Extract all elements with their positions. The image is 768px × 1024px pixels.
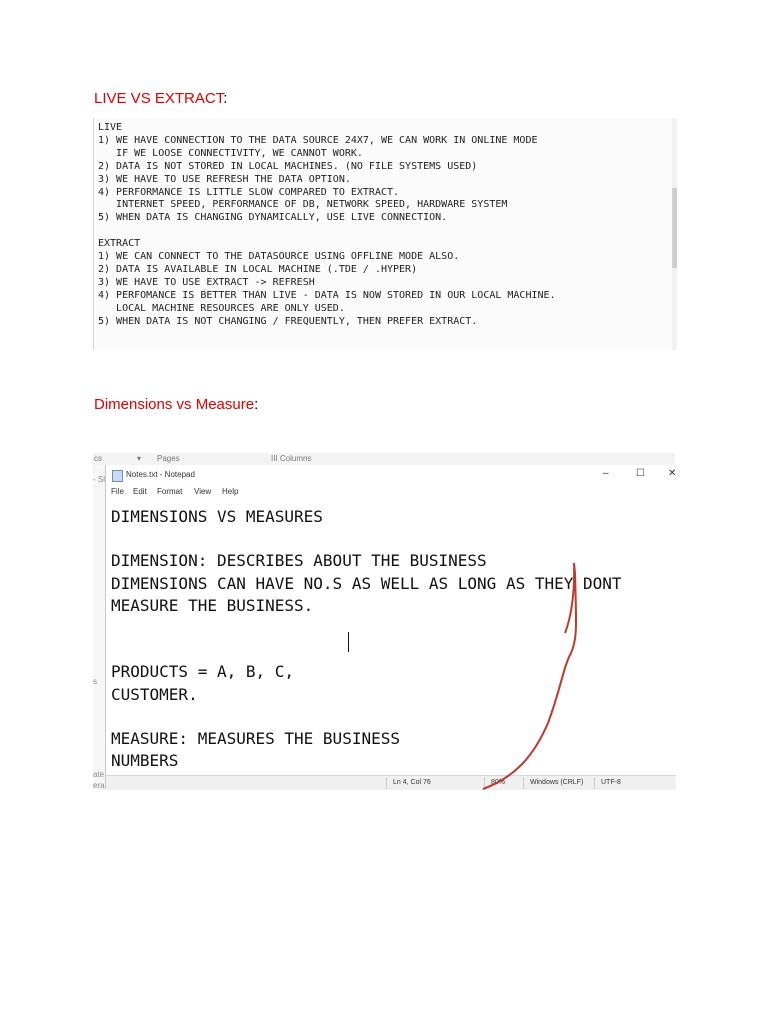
scrollbar-thumb[interactable]: [672, 188, 677, 268]
minimize-icon[interactable]: –: [603, 468, 609, 479]
menu-help[interactable]: Help: [222, 487, 239, 496]
notepad-text-line: CUSTOMER.: [111, 684, 198, 704]
status-position: Ln 4, Col 76: [393, 779, 431, 786]
status-line-ending: Windows (CRLF): [530, 779, 584, 786]
notepad-text-line: MEASURE THE BUSINESS.: [111, 595, 314, 615]
heading-red-text: Dimensions vs Measure: [94, 396, 255, 413]
notepad-text-line: MEASURE: MEASURES THE BUSINESS: [111, 729, 400, 748]
side-label: era: [93, 781, 105, 790]
notepad-text-line: DIMENSIONS VS MEASURES: [111, 507, 323, 526]
background-left-label: cs: [94, 454, 102, 463]
notepad-text-line: PRODUCTS = A, B, C,: [111, 662, 295, 682]
maximize-icon[interactable]: ☐: [636, 468, 645, 479]
close-icon[interactable]: ✕: [668, 468, 677, 479]
annotation-curve: [483, 563, 576, 789]
live-vs-extract-text: LIVE 1) WE HAVE CONNECTION TO THE DATA SOURCE 24X7, WE CAN WORK IN ONLINE MODE IF WE LOOSE CONNECTIVITY, WE CANNOT WORK. 2) DATA IS NOT STORED IN LOCAL MACHINES. (NO FILE SYSTEMS USED) 3) WE HAVE TO USE REFRESH THE DATA OPTION. 4) PERFORMANCE IS LITTLE SLOW COMPARED TO EXTRACT. INTERNET SPEED, PERFORMANCE OF DB, NETWORK SPEED, HARDWARE SYSTEM 5) WHEN DATA IS CHANGING DYNAMICALLY, USE LIVE CONNECTION. EXTRACT 1) WE CAN CONNECT TO THE DATASOURCE USING OFFLINE MODE ALSO. 2) DATA IS AVAILABLE IN LOCAL MACHINE (.TDE / .HYPER) 3) WE HAVE TO USE EXTRACT -> REFRESH 4) PERFOMANCE IS BETTER THAN LIVE - DATA IS NOW STORED IN OUR LOCAL MACHINE. LOCAL MACHINE RESOURCES ARE ONLY USED. 5) WHEN DATA IS NOT CHANGING / FREQUENTLY, THEN PREFER EXTRACT.: [98, 122, 556, 327]
status-encoding: UTF-8: [601, 779, 621, 786]
heading-colon: :: [223, 90, 228, 107]
notepad-text-line: DIMENSIONS CAN HAVE NO.S AS WELL AS LONG AS THEY DONT: [111, 573, 622, 593]
section-heading-live-vs-extract: [94, 90, 227, 107]
menu-file[interactable]: File: [111, 487, 124, 496]
menu-edit[interactable]: Edit: [133, 487, 147, 496]
columns-label: III Columns: [271, 454, 312, 463]
notepad-screenshot: [93, 453, 675, 789]
dropdown-arrow-icon: ▾: [137, 454, 142, 463]
status-zoom: 80%: [491, 779, 506, 786]
section-heading-dimensions-vs-measure: [94, 396, 258, 413]
heading-colon: :: [254, 396, 259, 413]
red-annotation-stroke: [93, 453, 675, 789]
side-label: ate: [93, 770, 105, 779]
menu-format[interactable]: Format: [157, 487, 183, 496]
pages-label: Pages: [157, 454, 180, 463]
live-vs-extract-screenshot: [93, 118, 677, 350]
menu-view[interactable]: View: [194, 487, 212, 496]
notepad-text-line: NUMBERS: [111, 751, 179, 771]
window-title: Notes.txt - Notepad: [126, 470, 195, 479]
heading-red-text: LIVE VS EXTRACT: [94, 90, 224, 107]
side-label: s: [93, 677, 97, 686]
notepad-text-line: DIMENSION: DESCRIBES ABOUT THE BUSINESS: [111, 551, 487, 571]
side-label: - Sl: [93, 475, 105, 484]
